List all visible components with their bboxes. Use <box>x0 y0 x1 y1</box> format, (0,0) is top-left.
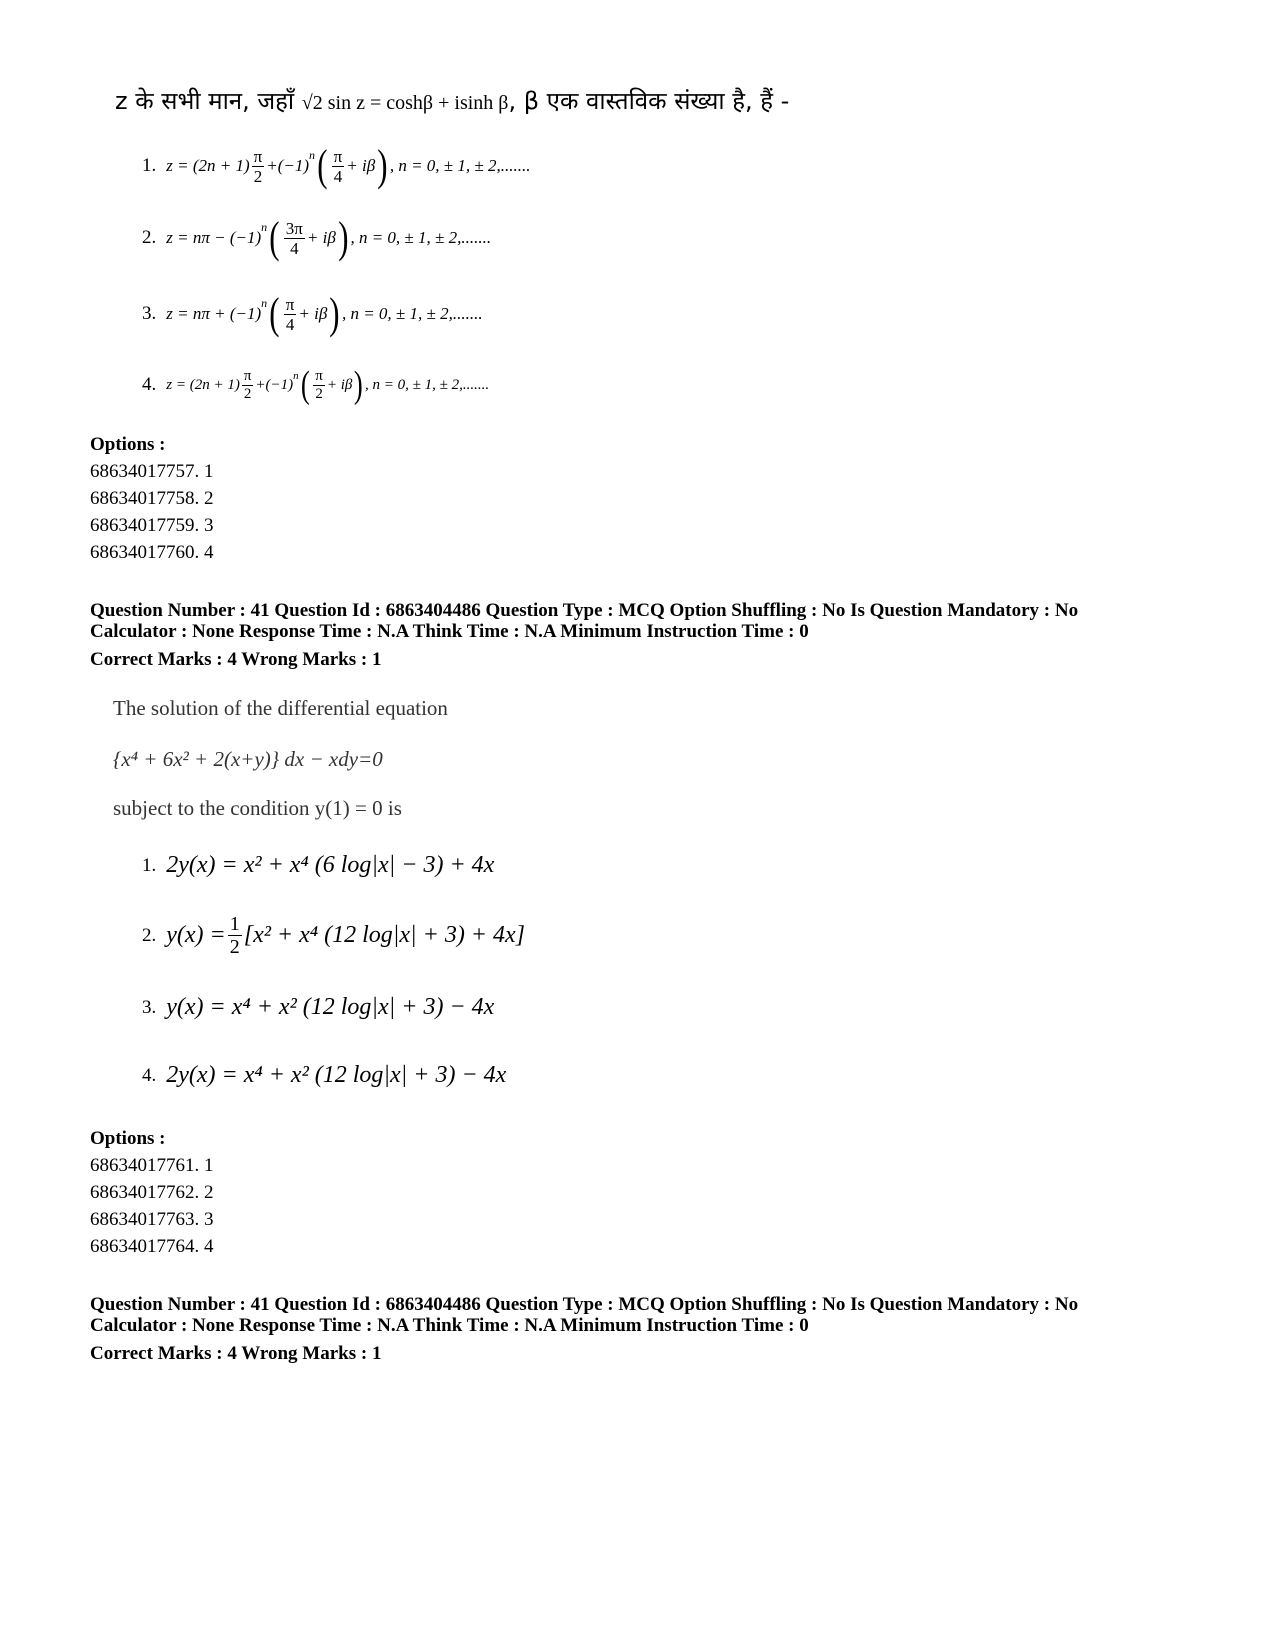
option-item: 68634017761. 1 <box>90 1155 214 1176</box>
options-label: Options : <box>90 434 166 455</box>
question-meta-1 <box>90 600 1210 670</box>
meta-line-2: Calculator : None Response Time : N.A Think Time : N.A Minimum Instruction Time : 0 <box>90 621 809 642</box>
option-item: 68634017759. 3 <box>90 515 214 536</box>
marks-line: Correct Marks : 4 Wrong Marks : 1 <box>90 649 382 670</box>
option-item: 68634017762. 2 <box>90 1182 214 1203</box>
meta-line-1: Question Number : 41 Question Id : 6863404486 Question Type : MCQ Option Shuffling : No Is Question Mandatory : No <box>90 600 1079 621</box>
option-item: 68634017758. 2 <box>90 488 214 509</box>
marks-line: Correct Marks : 4 Wrong Marks : 1 <box>90 1343 382 1364</box>
stem-prefix: z के सभी मान, जहाँ <box>115 87 295 115</box>
option-item: 68634017760. 4 <box>90 542 214 563</box>
option-item: 68634017757. 1 <box>90 461 214 482</box>
question-a-stem <box>115 84 789 117</box>
meta-line-2: Calculator : None Response Time : N.A Think Time : N.A Minimum Instruction Time : 0 <box>90 1315 809 1336</box>
option-item: 68634017764. 4 <box>90 1236 214 1257</box>
question-a-choice-1: 1. z = (2n + 1) $\frac{\pi}{2}$ +(−1) $^n$ ( $\frac{\pi}{4}$ + iβ ) , n = 0, ± 1, ± 2,....... <box>142 141 531 190</box>
question-a-choice-4: 4. z = (2n + 1) $\frac{\pi}{2}$ +(−1) $^n$ ( $\frac{\pi}{2}$ + iβ ) , n = 0, ± 1, ± 2,....... <box>142 364 490 406</box>
question-b-choice-3: 3. y(x) = x⁴ + x² (12 log|x| + 3) − 4x <box>142 994 495 1020</box>
meta-line-1: Question Number : 41 Question Id : 6863404486 Question Type : MCQ Option Shuffling : No Is Question Mandatory : No <box>90 1294 1079 1315</box>
question-a-choice-3: 3. z = nπ + (−1) $^n$ ( $\frac{\pi}{4}$ + iβ ) , n = 0, ± 1, ± 2,....... <box>142 289 483 338</box>
question-b-intro: The solution of the differential equation <box>113 696 448 720</box>
question-a-choice-2: 2. z = nπ − (−1) $^n$ ( $\frac{3\pi}{4}$ + iβ ) , n = 0, ± 1, ± 2,....... <box>142 213 492 262</box>
question-b-condition: subject to the condition y(1) = 0 is <box>113 796 402 820</box>
options-list-b <box>90 1125 214 1260</box>
question-b-choice-4: 4. 2y(x) = x⁴ + x² (12 log|x| + 3) − 4x <box>142 1062 507 1088</box>
option-item: 68634017763. 3 <box>90 1209 214 1230</box>
question-b-choice-2: 2. y(x) = $\frac{1}{2}$ [x² + x⁴ (12 log|x| + 3) + 4x] <box>142 913 525 958</box>
question-b-choice-1: 1. 2y(x) = x² + x⁴ (6 log|x| − 3) + 4x <box>142 852 495 878</box>
stem-math: √2 sin z = coshβ + isinh β <box>301 92 509 114</box>
question-b-equation: {x⁴ + 6x² + 2(x+y)} dx − xdy=0 <box>113 747 383 771</box>
question-meta-2 <box>90 1294 1210 1364</box>
options-label: Options : <box>90 1128 166 1149</box>
stem-suffix: , β एक वास्तविक संख्या है, हैं - <box>508 87 790 115</box>
options-list-a <box>90 431 214 566</box>
